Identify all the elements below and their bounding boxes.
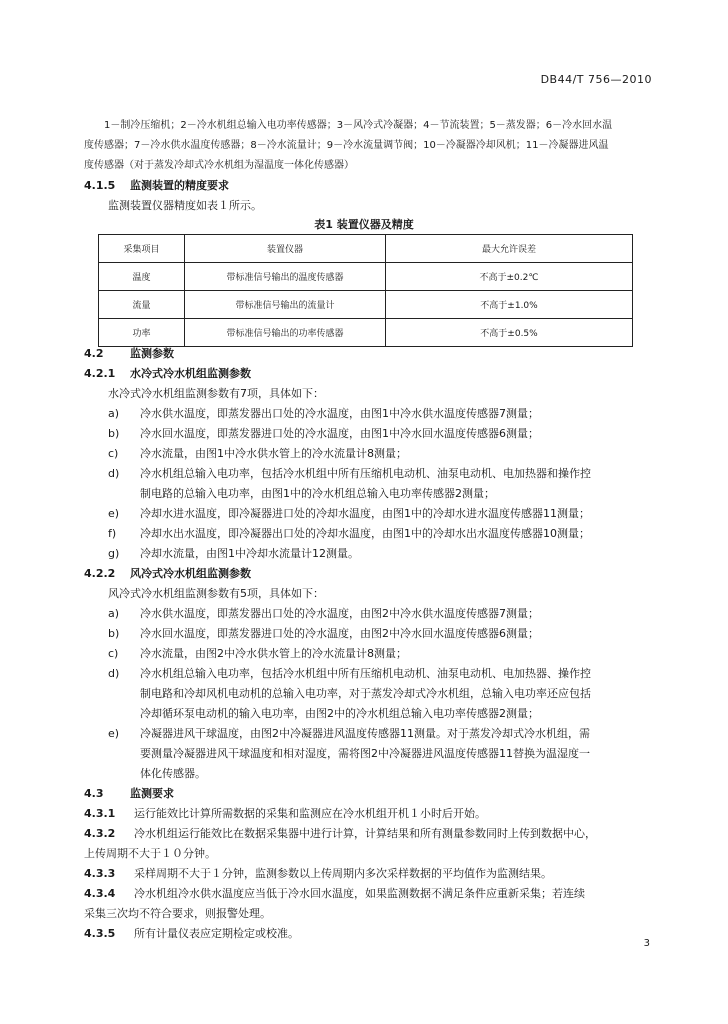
list-item-label: e) [108, 727, 120, 740]
table-row [99, 263, 633, 291]
list-item-text [140, 644, 656, 664]
list-item [84, 504, 656, 524]
section-title: 监测参数 [130, 347, 174, 360]
text-line: 冷水流量，由图2中冷水供水管上的冷水流量计8测量； [140, 647, 407, 660]
text-line: 制电路和冷却风机电动机的总输入电功率，对于蒸发冷却式冷水机组，总输入电功率还应包括 [140, 687, 591, 700]
paragraph: 监测装置仪器精度如表１所示。 [108, 199, 262, 212]
table-cell: 流量 [99, 291, 185, 319]
text-line: 所有计量仪表应定期检定或校准。 [134, 927, 299, 940]
list-item-label: d) [108, 667, 120, 680]
text-line: 冷却循环泵电动机的输入电功率，由图2中的冷水机组总输入电功率传感器2测量； [140, 707, 539, 720]
list-item-label: a) [108, 407, 120, 420]
text-line: 冷水机组总输入电功率，包括冷水机组中所有压缩机电动机、油泵电动机、电加热器和操作控 [140, 467, 591, 480]
list-item-text [140, 404, 656, 424]
list-item-label: c) [108, 647, 119, 660]
water-cooled-parameter-list [84, 404, 656, 564]
section-number: 4.3.1 [84, 807, 116, 820]
list-item-text [140, 444, 656, 464]
paragraph: 水冷式冷水机组监测参数有7项，具体如下： [108, 387, 324, 400]
list-item [84, 424, 656, 444]
requirement-item [84, 804, 656, 824]
list-item [84, 404, 656, 424]
requirement-item [84, 884, 656, 904]
text-line: 冷水供水温度，即蒸发器出口处的冷水温度，由图2中冷水供水温度传感器7测量； [140, 607, 539, 620]
figure-note-line: 1－制冷压缩机；2－冷水机组总输入电功率传感器；3－风冷式冷凝器；4－节流装置；5－蒸发器；6－冷水回水温 [104, 120, 613, 131]
text-line: 上传周期不大于１０分钟。 [84, 847, 216, 860]
list-item-text [140, 544, 656, 564]
list-item-label: d) [108, 467, 120, 480]
section-number: 4.3.2 [84, 827, 116, 840]
table-cell: 带标准信号输出的温度传感器 [185, 263, 386, 291]
list-item [84, 664, 656, 724]
list-item-label: g) [108, 547, 120, 560]
text-line: 制电路的总输入电功率，由图1中的冷水机组总输入电功率传感器2测量； [140, 487, 495, 500]
section-number: 4.2 [84, 347, 104, 360]
text-line: 采样周期不大于１分钟，监测参数以上传周期内多次采样数据的平均值作为监测结果。 [134, 867, 552, 880]
requirement-item [84, 924, 656, 944]
table-header-cell: 装置仪器 [185, 235, 386, 263]
text-line: 冷却水出水温度，即冷凝器出口处的冷却水温度，由图1中的冷却水出水温度传感器10测量； [140, 527, 590, 540]
list-item [84, 624, 656, 644]
text-line: 冷却水流量，由图1中冷却水流量计12测量。 [140, 547, 359, 560]
section-number: 4.3.3 [84, 867, 116, 880]
section-number: 4.2.1 [84, 367, 116, 380]
list-item-text [140, 624, 656, 644]
text-line: 采集三次均不符合要求，则报警处理。 [84, 907, 271, 920]
table-cell: 不高于±0.2℃ [386, 263, 633, 291]
text-line: 冷水机组运行能效比在数据采集器中进行计算，计算结果和所有测量参数同时上传到数据中心， [134, 827, 596, 840]
section-4-1-5 [84, 176, 656, 216]
page-number: 3 [643, 938, 650, 949]
text-line: 冷却水进水温度，即冷凝器进口处的冷却水温度，由图1中的冷却水进水温度传感器11测量； [140, 507, 590, 520]
table-cell: 不高于±1.0% [386, 291, 633, 319]
list-item-text [140, 424, 656, 444]
list-item [84, 444, 656, 464]
instrument-accuracy-table [98, 234, 633, 347]
monitoring-requirements-list [84, 804, 656, 944]
table-caption: 表1 装置仪器及精度 [314, 218, 414, 231]
section-number: 4.3.4 [84, 887, 116, 900]
list-item-label: a) [108, 607, 120, 620]
section-number: 4.3 [84, 787, 104, 800]
section-title: 监测要求 [130, 787, 174, 800]
section-number: 4.2.2 [84, 567, 116, 580]
text-line: 冷凝器进风干球温度，由图2中冷凝器进风温度传感器11测量。对于蒸发冷却式冷水机组，需 [140, 727, 590, 740]
air-cooled-parameter-list [84, 604, 656, 784]
paragraph: 风冷式冷水机组监测参数有5项，具体如下： [108, 587, 324, 600]
list-item-label: f) [108, 527, 117, 540]
list-item-label: e) [108, 507, 120, 520]
list-item-text [140, 664, 656, 724]
text-line: 冷水机组总输入电功率，包括冷水机组中所有压缩机电动机、油泵电动机、电加热器、操作控 [140, 667, 591, 680]
list-item-text [140, 524, 656, 544]
list-item [84, 644, 656, 664]
text-line: 冷水机组冷水供水温度应当低于冷水回水温度，如果监测数据不满足条件应重新采集；若连续 [134, 887, 585, 900]
list-item-text [140, 724, 656, 784]
standard-code-header: DB44/T 756—2010 [540, 73, 652, 86]
text-line: 冷水流量，由图1中冷水供水管上的冷水流量计8测量； [140, 447, 407, 460]
list-item-text [140, 504, 656, 524]
list-item [84, 724, 656, 784]
figure-note-line: 度传感器；7－冷水供水温度传感器；8－冷水流量计；9－冷水流量调节阀；10－冷凝器冷却风机；11－冷凝器进风温 [84, 140, 609, 151]
section-4-2 [84, 344, 656, 944]
list-item-text [140, 464, 656, 504]
text-line: 体化传感器。 [140, 767, 206, 780]
table-cell: 带标准信号输出的流量计 [185, 291, 386, 319]
table-cell: 不高于±0.5% [386, 319, 633, 347]
list-item [84, 464, 656, 504]
list-item-text [140, 604, 656, 624]
list-item [84, 544, 656, 564]
section-number: 4.3.5 [84, 927, 116, 940]
table-header-cell: 采集项目 [99, 235, 185, 263]
text-line: 冷水回水温度，即蒸发器进口处的冷水温度，由图1中冷水回水温度传感器6测量； [140, 427, 539, 440]
text-line: 冷水回水温度，即蒸发器进口处的冷水温度，由图2中冷水回水温度传感器6测量； [140, 627, 539, 640]
section-title: 风冷式冷水机组监测参数 [130, 567, 251, 580]
table-cell: 带标准信号输出的功率传感器 [185, 319, 386, 347]
table-header-cell: 最大允许误差 [386, 235, 633, 263]
section-title: 水冷式冷水机组监测参数 [130, 367, 251, 380]
list-item-label: b) [108, 427, 120, 440]
list-item [84, 604, 656, 624]
text-line: 运行能效比计算所需数据的采集和监测应在冷水机组开机１小时后开始。 [134, 807, 486, 820]
requirement-item [84, 824, 656, 844]
figure-note-line: 度传感器（对于蒸发冷却式冷水机组为湿温度一体化传感器） [84, 160, 354, 171]
list-item-label: b) [108, 627, 120, 640]
table-header-row [99, 235, 633, 263]
table-cell: 温度 [99, 263, 185, 291]
list-item-label: c) [108, 447, 119, 460]
section-title: 监测装置的精度要求 [130, 179, 229, 192]
table-cell: 功率 [99, 319, 185, 347]
figure-note [84, 116, 654, 176]
list-item [84, 524, 656, 544]
requirement-item [84, 864, 656, 884]
text-line: 要测量冷凝器进风干球温度和相对湿度，需将图2中冷凝器进风温度传感器11替换为温湿度一 [140, 747, 590, 760]
section-number: 4.1.5 [84, 179, 116, 192]
table-row [99, 291, 633, 319]
table-row [99, 319, 633, 347]
text-line: 冷水供水温度，即蒸发器出口处的冷水温度，由图1中冷水供水温度传感器7测量； [140, 407, 539, 420]
